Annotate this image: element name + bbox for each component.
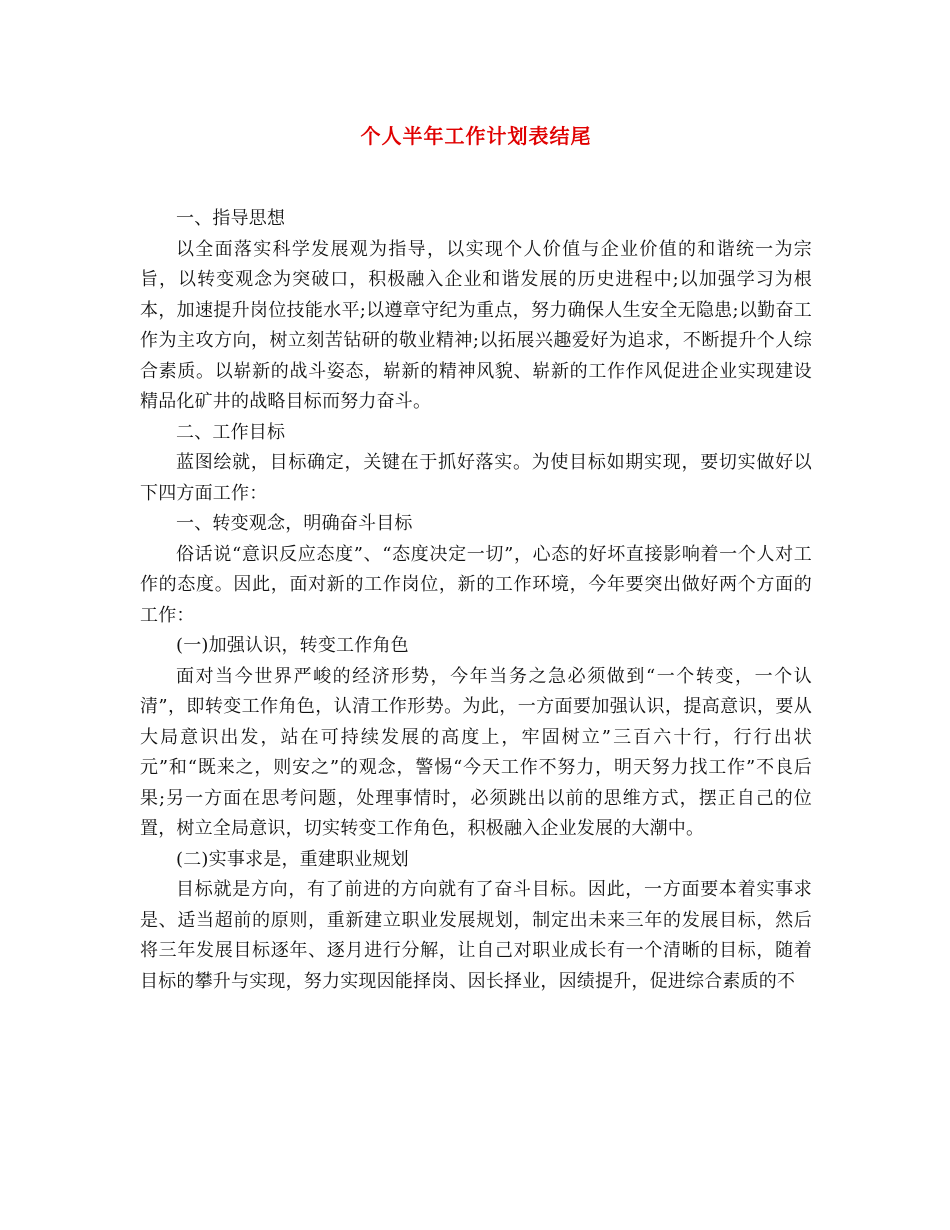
section-heading-work-goals: 二、工作目标 [176,421,286,443]
paragraph-career-planning: 目标就是方向，有了前进的方向就有了奋斗目标。因此，一方面要本着实事求是、适当超前的原则，重新建立职业发展规划，制定出未来三年的发展目标，然后将三年发展目标逐年、逐月进行分解，让自己对职业成长有一个清晰的目标，随着目标的攀升与实现，努力实现因能择岗、因长择业，因绩提升，促进综合素质的不 [140,879,812,992]
paragraph-guiding-ideology: 以全面落实科学发展观为指导，以实现个人价值与企业价值的和谐统一为宗旨，以转变观念为突破口，积极融入企业和谐发展的历史进程中;以加强学习为根本，加速提升岗位技能水平;以遵章守纪为重点，努力确保人生安全无隐患;以勤奋工作为主攻方向，树立刻苦钻研的敬业精神;以拓展兴趣爱好为追求，不断提升个人综合素质。以崭新的战斗姿态，崭新的精神风貌、崭新的工作作风促进企业实现建设精品化矿井的战略目标而努力奋斗。 [140,238,812,412]
subheading-strengthen-awareness: (一)加强认识，转变工作角色 [176,635,409,656]
subheading-change-concepts: 一、转变观念，明确奋斗目标 [176,513,413,534]
subheading-career-planning: (二)实事求是，重建职业规划 [176,848,409,870]
paragraph-change-concepts: 俗话说“意识反应态度”、“态度决定一切”，心态的好坏直接影响着一个人对工作的态度。因此，面对新的工作岗位，新的工作环境，今年要突出做好两个方面的工作： [140,543,812,626]
paragraph-strengthen-awareness: 面对当今世界严峻的经济形势，今年当务之急必须做到“一个转变，一个认清”，即转变工作角色，认清工作形势。为此，一方面要加强认识，提高意识，要从大局意识出发，站在可持续发展的高度上，牢固树立”三百六十行，行行出状元”和“既来之，则安之”的观念，警惕“今天工作不努力，明天努力找工作”不良后果;另一方面在思考问题，处理事情时，必须跳出以前的思维方式，摆正自己的位置，树立全局意识，切实转变工作角色，积极融入企业发展的大潮中。 [140,665,812,839]
document-page [140,118,812,997]
document-title: 个人半年工作计划表结尾 [360,124,592,148]
paragraph-work-goals-intro: 蓝图绘就，目标确定，关键在于抓好落实。为使目标如期实现，要切实做好以下四方面工作： [140,452,812,504]
section-heading-guiding-ideology: 一、指导思想 [176,208,286,229]
